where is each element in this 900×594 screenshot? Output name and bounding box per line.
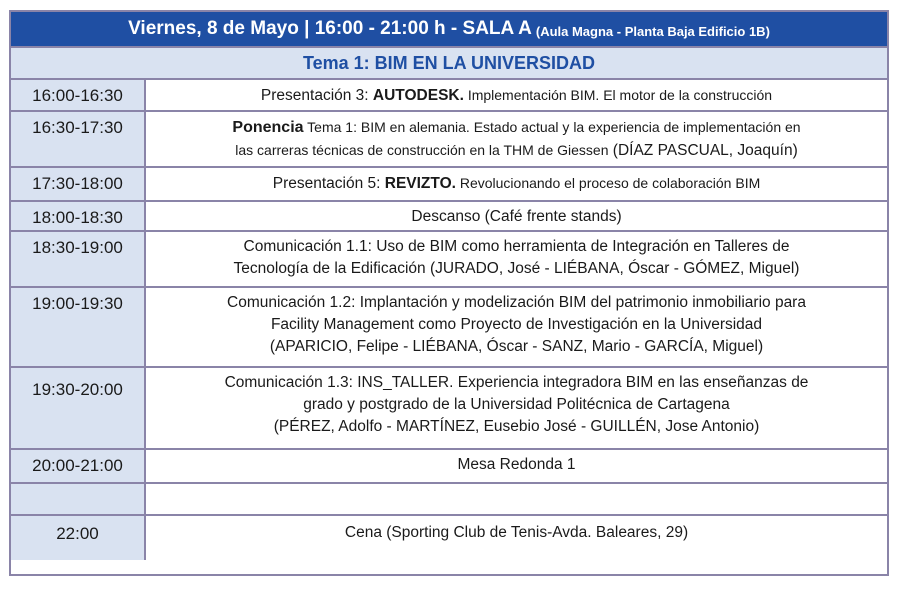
session-title: Revolucionando el proceso de colaboración BIM bbox=[455, 175, 761, 191]
description-cell bbox=[146, 484, 887, 514]
table-row bbox=[11, 368, 887, 450]
session-title: Mesa Redonda 1 bbox=[457, 456, 576, 473]
session-title-line-2: las carreras técnicas de construcción en la THM de Giessen bbox=[235, 142, 609, 158]
description-cell bbox=[146, 450, 887, 482]
topic-title: Tema 1: BIM EN LA UNIVERSIDAD bbox=[11, 48, 887, 80]
table-row bbox=[11, 288, 887, 368]
session-prefix: Presentación 5: bbox=[272, 175, 385, 192]
time-cell: 16:30-17:30 bbox=[11, 112, 146, 166]
session-title-line-1: Tema 1: BIM en alemania. Estado actual y la experiencia de implementación en bbox=[303, 119, 801, 135]
session-line-3: (PÉREZ, Adolfo - MARTÍNEZ, Eusebio José - GUILLÉN, Jose Antonio) bbox=[273, 418, 760, 435]
header-title: Viernes, 8 de Mayo | 16:00 - 21:00 h - SALA A bbox=[128, 18, 532, 39]
time-cell: 16:00-16:30 bbox=[11, 80, 146, 110]
schedule-header bbox=[11, 12, 887, 48]
time-cell: 22:00 bbox=[11, 516, 146, 560]
session-title: Cena (Sporting Club de Tenis-Avda. Baleares, 29) bbox=[344, 524, 689, 541]
description-cell bbox=[146, 202, 887, 230]
session-title: Implementación BIM. El motor de la construcción bbox=[463, 87, 773, 103]
description-cell bbox=[146, 80, 887, 110]
description-cell bbox=[146, 516, 887, 560]
table-row bbox=[11, 232, 887, 288]
description-cell bbox=[146, 232, 887, 286]
session-prefix: Presentación 3: bbox=[260, 87, 373, 104]
session-line-2: Tecnología de la Edificación (JURADO, José - LIÉBANA, Óscar - GÓMEZ, Miguel) bbox=[233, 260, 800, 277]
time-cell: 18:00-18:30 bbox=[11, 202, 146, 230]
time-cell: 19:30-20:00 bbox=[11, 368, 146, 448]
description-cell bbox=[146, 112, 887, 166]
schedule-table bbox=[9, 10, 889, 576]
session-type: Ponencia bbox=[232, 119, 304, 136]
header-location: (Aula Magna - Planta Baja Edificio 1B) bbox=[535, 23, 770, 39]
table-row bbox=[11, 450, 887, 484]
session-line-1: Comunicación 1.2: Implantación y modelización BIM del patrimonio inmobiliario para bbox=[227, 294, 806, 311]
session-line-2: Facility Management como Proyecto de Investigación en la Universidad bbox=[270, 316, 763, 333]
sponsor-name: AUTODESK. bbox=[372, 87, 464, 104]
session-line-1: Comunicación 1.1: Uso de BIM como herramienta de Integración en Talleres de bbox=[243, 238, 790, 255]
session-line-3: (APARICIO, Felipe - LIÉBANA, Óscar - SANZ, Mario - GARCÍA, Miguel) bbox=[269, 338, 764, 355]
time-cell bbox=[11, 484, 146, 514]
session-line-2: grado y postgrado de la Universidad Politécnica de Cartagena bbox=[303, 396, 730, 413]
description-cell bbox=[146, 168, 887, 200]
table-row bbox=[11, 112, 887, 168]
table-row bbox=[11, 168, 887, 202]
time-cell: 17:30-18:00 bbox=[11, 168, 146, 200]
sponsor-name: REVIZTO. bbox=[384, 175, 456, 192]
table-row bbox=[11, 516, 887, 560]
description-cell bbox=[146, 368, 887, 448]
time-cell: 20:00-21:00 bbox=[11, 450, 146, 482]
session-line-1: Comunicación 1.3: INS_TALLER. Experiencia integradora BIM en las enseñanzas de bbox=[224, 374, 809, 391]
session-title: Descanso (Café frente stands) bbox=[411, 208, 622, 225]
table-row bbox=[11, 484, 887, 516]
description-cell bbox=[146, 288, 887, 366]
session-authors: (DÍAZ PASCUAL, Joaquín) bbox=[608, 142, 798, 159]
table-row bbox=[11, 80, 887, 112]
time-cell: 18:30-19:00 bbox=[11, 232, 146, 286]
time-cell: 19:00-19:30 bbox=[11, 288, 146, 366]
table-row bbox=[11, 202, 887, 232]
schedule-rows bbox=[11, 80, 887, 560]
